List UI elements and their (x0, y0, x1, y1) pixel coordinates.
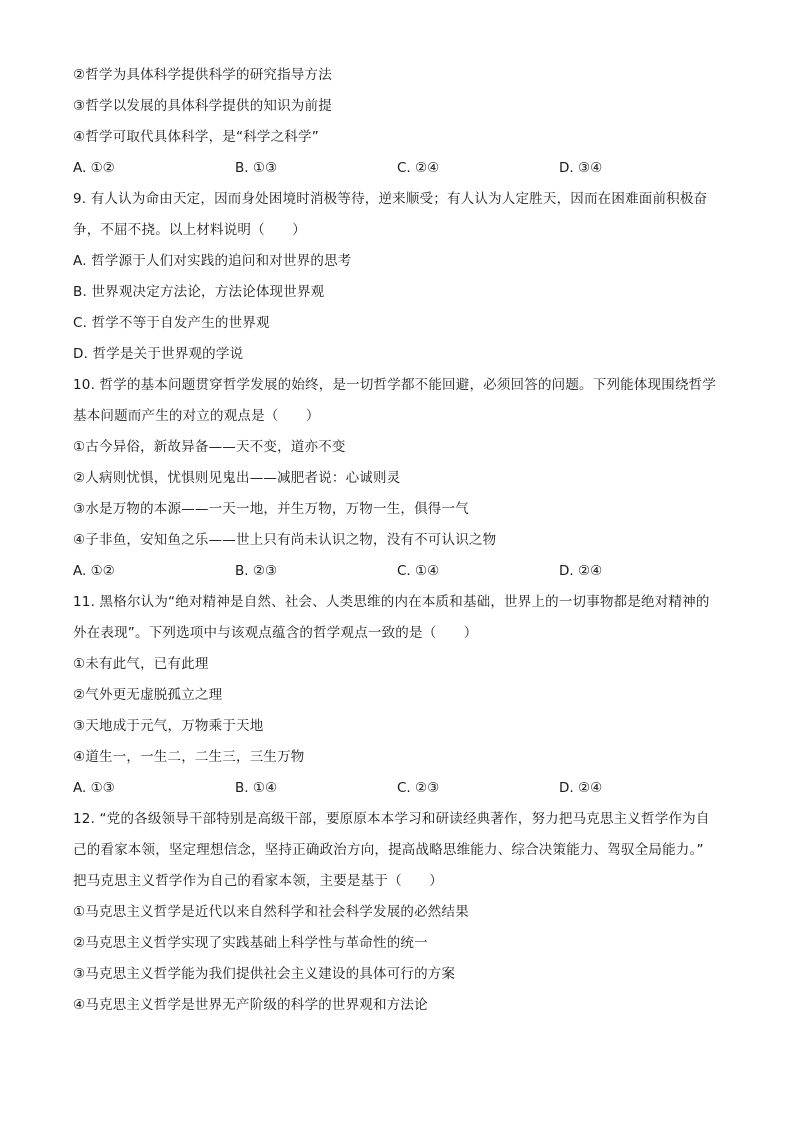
q12-statement-4: ④马克思主义哲学是世界无产阶级的科学的世界观和方法论 (73, 997, 428, 1013)
q10-statement-2: ②人病则忧惧，忧惧则见鬼出——减肥者说：心诚则灵 (73, 470, 401, 486)
q9-option-d: D. 哲学是关于世界观的学说 (73, 346, 244, 362)
q11-stem-line-2: 外在表现”。下列选项中与该观点蕴含的哲学观点一致的是（ ） (73, 625, 478, 641)
q12-statement-3: ③马克思主义哲学能为我们提供社会主义建设的具体可行的方案 (73, 966, 456, 982)
q10-option-b: B. ②③ (235, 563, 278, 579)
q12-stem-line-2: 己的看家本领，坚定理想信念，坚持正确政治方向，提高战略思维能力、综合决策能力、驾驭全局能力。” (73, 842, 704, 858)
q8-statement-3: ③哲学以发展的具体科学提供的知识为前提 (73, 98, 332, 114)
q12-statement-2: ②马克思主义哲学实现了实践基础上科学性与革命性的统一 (73, 935, 428, 951)
exam-page (73, 60, 723, 1021)
q11-option-c: C. ②③ (397, 780, 440, 796)
q8-option-c: C. ②④ (397, 160, 440, 176)
q8-option-a: A. ①② (73, 160, 115, 176)
q11-statement-4: ④道生一，一生二，二生三，三生万物 (73, 749, 305, 765)
q10-option-d: D. ②④ (559, 563, 603, 579)
q10-stem-line-2: 基本问题而产生的对立的观点是（ ） (73, 408, 320, 424)
q11-option-b: B. ①④ (235, 780, 278, 796)
q10-option-a: A. ①② (73, 563, 115, 579)
q12-stem-line-3: 把马克思主义哲学作为自己的看家本领，主要是基于（ ） (73, 873, 443, 889)
q8-option-b: B. ①③ (235, 160, 278, 176)
q11-statement-2: ②气外更无虚脱孤立之理 (73, 687, 223, 703)
q10-stem-line-1: 10. 哲学的基本问题贯穿哲学发展的始终，是一切哲学都不能回避，必须回答的问题。下列能体现围绕哲学 (73, 377, 717, 393)
q9-stem-line-2: 争，不屈不挠。以上材料说明（ ） (73, 222, 306, 238)
q11-statement-1: ①未有此气，已有此理 (73, 656, 209, 672)
q10-option-c: C. ①④ (397, 563, 440, 579)
q10-options (73, 556, 723, 587)
q11-stem-line-1: 11. 黑格尔认为“绝对精神是自然、社会、人类思维的内在本质和基础，世界上的一切事物都是绝对精神的 (73, 594, 710, 610)
q8-option-d: D. ③④ (559, 160, 603, 176)
q9-option-b: B. 世界观决定方法论，方法论体现世界观 (73, 284, 325, 300)
q8-statement-2: ②哲学为具体科学提供科学的研究指导方法 (73, 67, 332, 83)
q12-stem-line-1: 12. “党的各级领导干部特别是高级干部，要原原本本学习和研读经典著作，努力把马克思主义哲学作为自 (73, 811, 710, 827)
q8-statement-4: ④哲学可取代具体科学，是“科学之科学” (73, 129, 319, 145)
q10-statement-3: ③水是万物的本源——一天一地，并生万物，万物一生，俱得一气 (73, 501, 469, 517)
q10-statement-4: ④子非鱼，安知鱼之乐——世上只有尚未认识之物，没有不可认识之物 (73, 532, 497, 548)
q12-statement-1: ①马克思主义哲学是近代以来自然科学和社会科学发展的必然结果 (73, 904, 469, 920)
q11-option-a: A. ①③ (73, 780, 115, 796)
q8-options (73, 153, 723, 184)
q9-option-a: A. 哲学源于人们对实践的追问和对世界的思考 (73, 253, 352, 269)
q10-statement-1: ①古今异俗，新故异备——天不变，道亦不变 (73, 439, 346, 455)
q11-option-d: D. ②④ (559, 780, 603, 796)
q11-options (73, 773, 723, 804)
q9-stem-line-1: 9. 有人认为命由天定，因而身处困境时消极等待，逆来顺受；有人认为人定胜天，因而在困难面前积极奋 (73, 191, 708, 207)
q11-statement-3: ③天地成于元气，万物乘于天地 (73, 718, 264, 734)
q9-option-c: C. 哲学不等于自发产生的世界观 (73, 315, 270, 331)
